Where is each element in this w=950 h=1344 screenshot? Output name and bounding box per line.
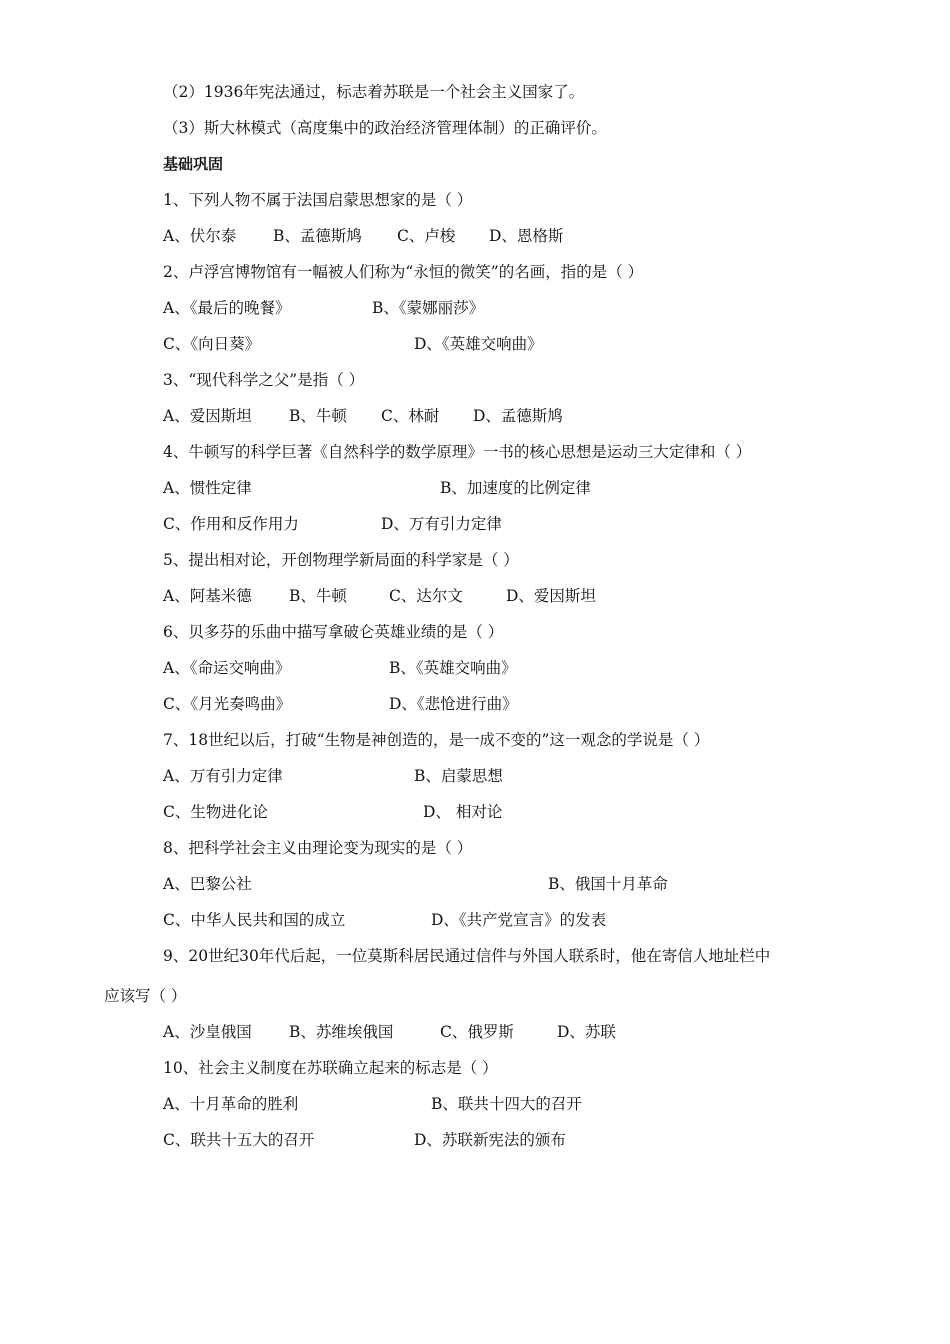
question-1-stem: 1、下列人物不属于法国启蒙思想家的是（ ） — [163, 191, 473, 209]
question-10-stem: 10、社会主义制度在苏联确立起来的标志是（ ） — [163, 1059, 498, 1077]
question-4-option-c: C、作用和反作用力 — [163, 515, 299, 533]
question-4-option-a: A、惯性定律 — [163, 479, 252, 497]
question-7-option-a: A、万有引力定律 — [163, 767, 283, 785]
question-1-option-a: A、伏尔泰 — [163, 227, 237, 245]
question-8-option-d: D、《共产党宣言》的发表 — [431, 911, 607, 929]
question-5-option-a: A、阿基米德 — [163, 587, 252, 605]
question-10-option-a: A、十月革命的胜利 — [163, 1095, 299, 1113]
question-5-option-c: C、达尔文 — [389, 587, 463, 605]
section-title: 基础巩固 — [163, 155, 224, 173]
question-2-option-c: C、《向日葵》 — [163, 335, 261, 353]
question-1-option-b: B、孟德斯鸠 — [273, 227, 362, 245]
question-1-option-c: C、卢梭 — [397, 227, 456, 245]
question-2-option-a: A、《最后的晚餐》 — [163, 299, 291, 317]
question-1-option-d: D、恩格斯 — [489, 227, 564, 245]
question-7-option-d: D、 相对论 — [423, 803, 503, 821]
question-3-option-b: B、牛顿 — [289, 407, 347, 425]
question-4-stem: 4、牛顿写的科学巨著《自然科学的数学原理》一书的核心思想是运动三大定律和（ ） — [163, 443, 752, 461]
question-3-stem: 3、“现代科学之父”是指（ ） — [163, 371, 365, 389]
intro-line-2: （3）斯大林模式（高度集中的政治经济管理体制）的正确评价。 — [163, 119, 607, 137]
question-8-option-a: A、巴黎公社 — [163, 875, 252, 893]
question-6-option-a: A、《命运交响曲》 — [163, 659, 291, 677]
question-10-option-d: D、苏联新宪法的颁布 — [414, 1131, 566, 1149]
question-6-option-b: B、《英雄交响曲》 — [389, 659, 517, 677]
question-8-option-c: C、中华人民共和国的成立 — [163, 911, 346, 929]
question-6-option-c: C、《月光奏鸣曲》 — [163, 695, 292, 713]
question-3-option-a: A、爱因斯坦 — [163, 407, 252, 425]
question-9-option-c: C、俄罗斯 — [440, 1023, 514, 1041]
question-7-option-b: B、启蒙思想 — [414, 767, 503, 785]
question-9-option-d: D、苏联 — [557, 1023, 616, 1041]
intro-line-1: （2）1936年宪法通过，标志着苏联是一个社会主义国家了。 — [163, 83, 585, 101]
question-3-option-c: C、林耐 — [381, 407, 440, 425]
question-4-option-d: D、万有引力定律 — [381, 515, 502, 533]
question-2-stem: 2、卢浮宫博物馆有一幅被人们称为“永恒的微笑”的名画，指的是（ ） — [163, 263, 644, 281]
question-10-option-b: B、联共十四大的召开 — [431, 1095, 582, 1113]
question-3-option-d: D、孟德斯鸠 — [473, 407, 563, 425]
question-6-stem: 6、贝多芬的乐曲中描写拿破仑英雄业绩的是（ ） — [163, 623, 504, 641]
question-10-option-c: C、联共十五大的召开 — [163, 1131, 315, 1149]
question-9-stem: 9、20世纪30年代后起，一位莫斯科居民通过信件与外国人联系时，他在寄信人地址栏中 — [163, 947, 771, 965]
question-2-option-d: D、《英雄交响曲》 — [414, 335, 543, 353]
question-9-stem-continued: 应该写（ ） — [104, 987, 187, 1005]
question-9-option-b: B、苏维埃俄国 — [289, 1023, 394, 1041]
question-5-option-d: D、爱因斯坦 — [506, 587, 596, 605]
question-7-stem: 7、18世纪以后，打破“生物是神创造的，是一成不变的”这一观念的学说是（ ） — [163, 731, 710, 749]
question-8-option-b: B、俄国十月革命 — [548, 875, 668, 893]
question-2-option-b: B、《蒙娜丽莎》 — [372, 299, 485, 317]
question-5-stem: 5、提出相对论，开创物理学新局面的科学家是（ ） — [163, 551, 519, 569]
question-6-option-d: D、《悲怆进行曲》 — [389, 695, 518, 713]
question-7-option-c: C、生物进化论 — [163, 803, 268, 821]
question-8-stem: 8、把科学社会主义由理论变为现实的是（ ） — [163, 839, 473, 857]
question-9-option-a: A、沙皇俄国 — [163, 1023, 252, 1041]
question-4-option-b: B、加速度的比例定律 — [440, 479, 591, 497]
question-5-option-b: B、牛顿 — [289, 587, 347, 605]
